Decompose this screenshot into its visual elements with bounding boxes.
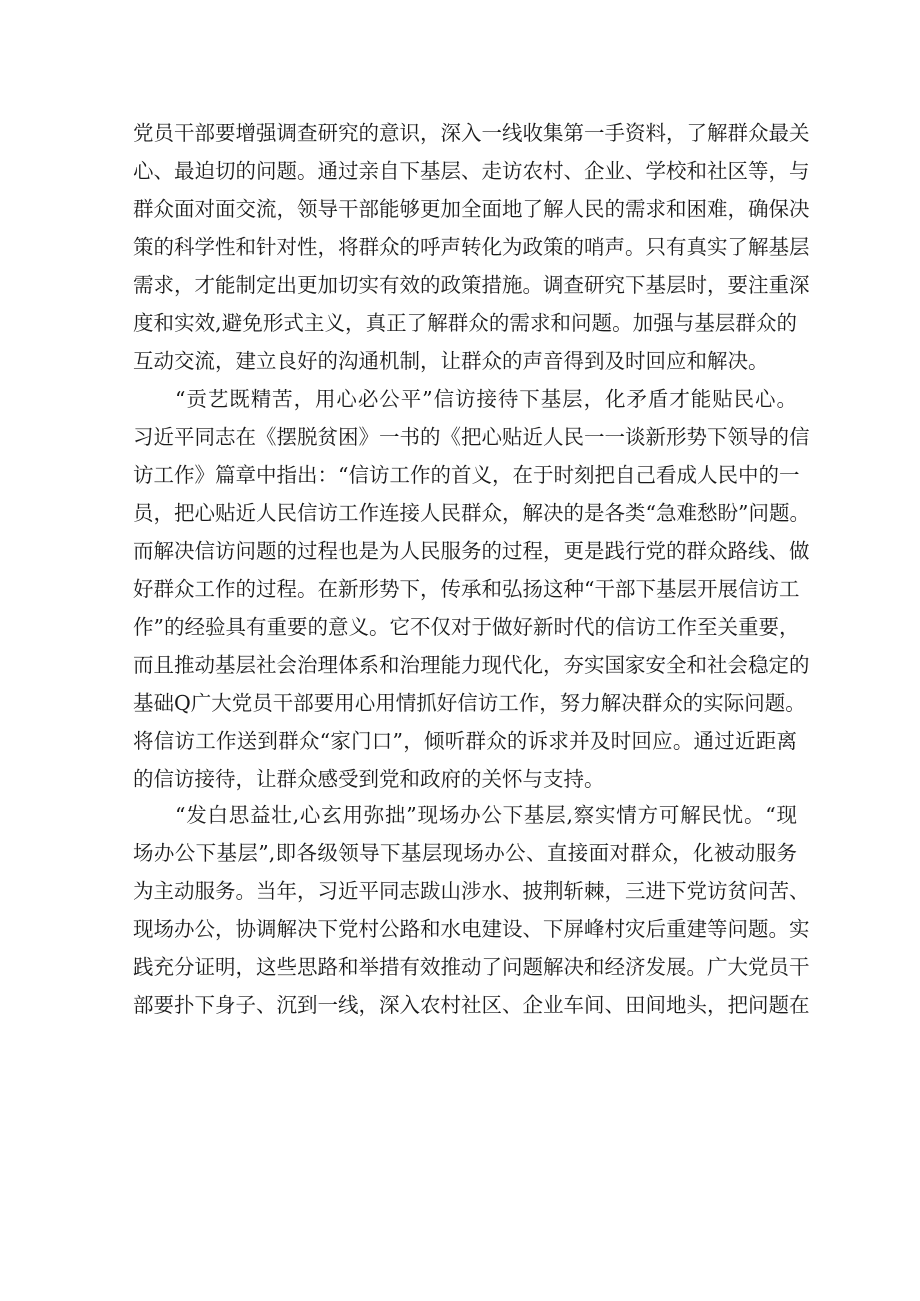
paragraph-3-line-1: “发白思益壮,心玄用弥拙”现场办公下基层,察实情方可解民忧。“现 — [175, 803, 797, 827]
paragraph-1-line-5: 需求，才能制定出更加切实有效的政策措施。调查研究下基层时，要注重深 — [133, 273, 810, 297]
paragraph-3-line-6: 部要扑下身子、沉到一线，深入农村社区、企业车间、田间地头，把问题在 — [133, 993, 810, 1017]
paragraph-2-line-9: 基础Q广大党员干部要用心用情抓好信访工作，努力解决群众的实际问题。 — [133, 691, 806, 715]
paragraph-2-line-11: 的信访接待，让群众感受到党和政府的关怀与支持。 — [133, 767, 605, 791]
paragraph-3-line-2: 场办公下基层”,即各级领导下基层现场办公、直接面对群众，化被动服务 — [133, 841, 797, 865]
paragraph-1-line-3: 群众面对面交流，领导干部能够更加全面地了解人民的需求和困难，确保决 — [133, 197, 810, 221]
paragraph-2-line-6: 好群众工作的过程。在新形势下，传承和弘扬这种“干部下基层开展信访工 — [133, 577, 800, 601]
paragraph-3-line-3: 为主动服务。当年，习近平同志跋山涉水、披荆斩棘，三进下党访贫问苦、 — [133, 879, 810, 903]
paragraph-1-line-6: 度和实效,避免形式主义，真正了解群众的需求和问题。加强与基层群众的 — [133, 311, 797, 335]
paragraph-1-line-7: 互动交流，建立良好的沟通机制，让群众的声音得到及时回应和解决。 — [133, 349, 769, 373]
paragraph-1-line-4: 策的科学性和针对性，将群众的呼声转化为政策的哨声。只有真实了解基层 — [133, 235, 810, 259]
paragraph-2-line-10: 将信访工作送到群众“家门口”，倾听群众的诉求并及时回应。通过近距离 — [133, 729, 797, 753]
paragraph-1-line-1: 党员干部要增强调查研究的意识，深入一线收集第一手资料，了解群众最关 — [133, 121, 810, 145]
paragraph-2-line-7: 作”的经验具有重要的意义。它不仅对于做好新时代的信访工作至关重要， — [133, 615, 800, 639]
paragraph-2-line-8: 而且推动基层社会治理体系和治理能力现代化，夯实国家安全和社会稳定的 — [133, 653, 810, 677]
paragraph-1-line-2: 心、最迫切的问题。通过亲自下基层、走访农村、企业、学校和社区等，与 — [133, 159, 810, 183]
paragraph-3-line-5: 践充分证明，这些思路和举措有效推动了问题解决和经济发展。广大党员干 — [133, 955, 810, 979]
paragraph-3-line-4: 现场办公，协调解决下党村公路和水电建设、下屏峰村灾后重建等问题。实 — [133, 917, 810, 941]
paragraph-2-line-1: “贡艺既精苦，用心必公平”信访接待下基层，化矛盾才能贴民心。 — [175, 387, 797, 411]
paragraph-2-line-4: 员，把心贴近人民信访工作连接人民群众，解决的是各类“急难愁盼”问题。 — [133, 501, 810, 525]
paragraph-2-line-5: 而解决信访问题的过程也是为人民服务的过程，更是践行党的群众路线、做 — [133, 539, 810, 563]
paragraph-2-line-2: 习近平同志在《摆脱贫困》一书的《把心贴近人民一一谈新形势下领导的信 — [133, 425, 810, 449]
paragraph-2-line-3: 访工作》篇章中指出：“信访工作的首义，在于时刻把自己看成人民中的一 — [133, 463, 800, 487]
